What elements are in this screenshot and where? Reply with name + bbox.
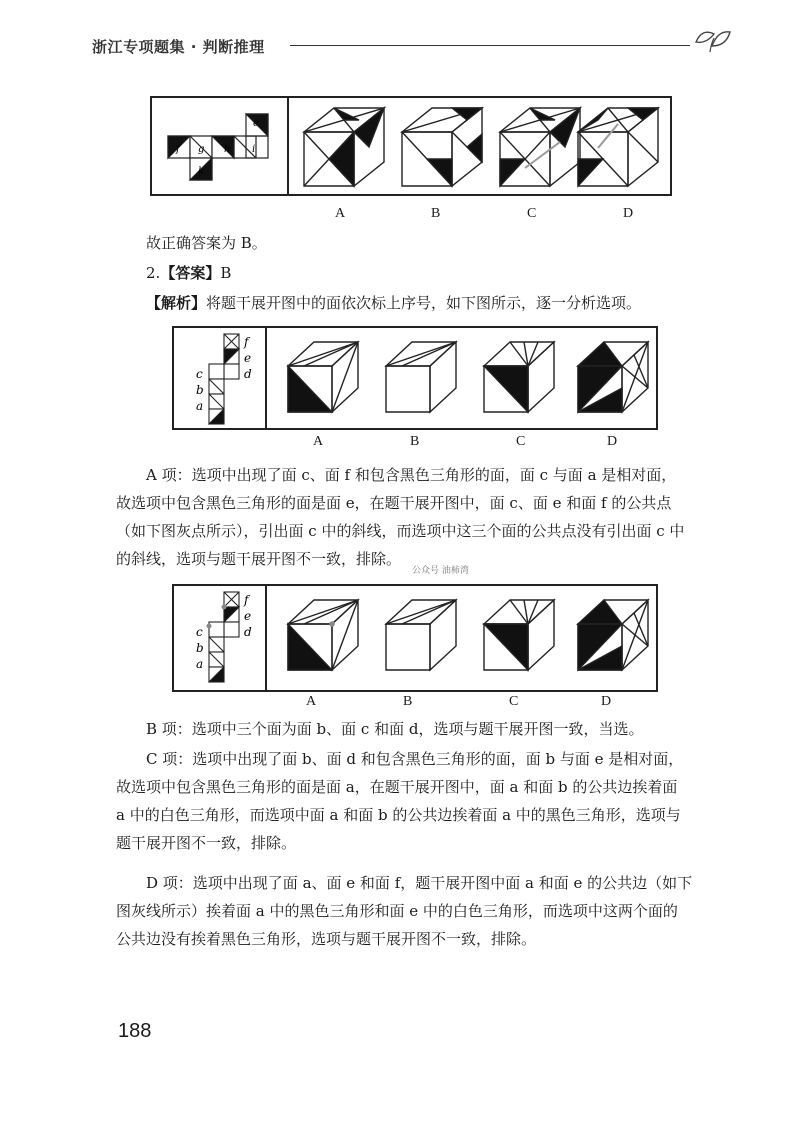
figure-3-cube-d — [578, 600, 648, 670]
a-item-line-4: 的斜线，选项与题干展开图不一致，排除。 — [116, 550, 402, 568]
fig2-option-d: D — [607, 434, 618, 449]
net-label-f: f — [176, 144, 180, 155]
figure-1-cube-d — [578, 108, 658, 186]
figure-1-cube-a — [304, 108, 384, 186]
fig2-option-a: A — [313, 434, 324, 449]
fig3-net-label-d: d — [244, 625, 252, 639]
fig2-net-label-d: d — [244, 367, 252, 381]
figure-1-frame — [150, 96, 672, 196]
a-item-line-1: A 项：选项中出现了面 c、面 f 和包含黑色三角形的面，面 c 与面 a 是相对面， — [146, 466, 677, 484]
figure-2-net — [209, 334, 239, 424]
fig1-option-a: A — [335, 206, 346, 221]
net-label-h: h — [224, 144, 231, 155]
net-label-i: i — [252, 144, 256, 155]
q2-answer-line — [146, 262, 231, 283]
c-item-line-3: a 中的白色三角形，而选项中面 a 和面 b 的公共边挨着面 a 中的黑色三角形，选项与 — [116, 806, 681, 824]
net-label-k: k — [198, 166, 205, 177]
fig3-option-b: B — [403, 694, 413, 709]
figure-2-frame — [172, 326, 658, 430]
figure-3-cube-c — [484, 600, 554, 670]
fig1-option-b: B — [431, 206, 441, 221]
fig3-net-label-e: e — [244, 609, 252, 623]
q2-analysis: 将题干展开图中的面依次标上序号，如下图所示，逐一分析选项。 — [206, 294, 642, 312]
figure-2-cube-c — [484, 342, 554, 412]
fig2-net-label-a: a — [196, 399, 204, 413]
figure-3-cube-b — [386, 600, 456, 670]
a-item-line-3: （如下图灰点所示），引出面 c 中的斜线，而选项中这三个面的公共点没有引出面 c 中 — [116, 522, 685, 540]
q2-analysis-tag: 【解析】 — [146, 294, 207, 312]
handwritten-note: 公众号 油柿湾 — [412, 566, 469, 576]
figure-3-net — [207, 592, 240, 682]
b-item-line: B 项：选项中三个面为面 b、面 c 和面 d，选项与题干展开图一致，当选。 — [146, 720, 644, 738]
fig3-option-a: A — [306, 694, 317, 709]
figure-2-cube-d — [578, 342, 648, 412]
a-item-line-2: 故选项中包含黑色三角形的面是面 e，在题干展开图中，面 c、面 e 和面 f 的公共点 — [116, 494, 672, 512]
fig1-option-d: D — [623, 206, 634, 221]
d-item-line-2: 图灰线所示）挨着面 a 中的黑色三角形和面 e 中的白色三角形，而选项中这两个面的 — [116, 902, 678, 920]
c-item-line-2: 故选项中包含黑色三角形的面是面 a，在题干展开图中，面 a 和面 b 的公共边挨着面 — [116, 778, 678, 796]
figure-3-frame — [172, 584, 658, 692]
c-item-line-1: C 项：选项中出现了面 b、面 d 和包含黑色三角形的面，面 b 与面 e 是相对面， — [146, 750, 684, 768]
fig3-option-d: D — [601, 694, 612, 709]
net-label-e: e — [253, 118, 259, 129]
fig2-option-c: C — [516, 434, 526, 449]
q2-analysis-line — [146, 292, 641, 313]
fig2-net-label-b: b — [196, 383, 204, 397]
running-header-title: 浙江专项题集 · 判断推理 — [92, 38, 265, 56]
fig2-net-label-e: e — [244, 351, 252, 365]
fig3-option-c: C — [509, 694, 519, 709]
q2-answer: B — [220, 264, 232, 282]
conclusion-line: 故正确答案为 B。 — [146, 234, 267, 252]
figure-2-cube-a — [288, 342, 358, 412]
fig3-net-label-b: b — [196, 641, 204, 655]
fig2-net-label-c: c — [196, 367, 203, 381]
q2-answer-tag: 【答案】 — [160, 264, 221, 282]
d-item-line-3: 公共边没有挨着黑色三角形，选项与题干展开图不一致，排除。 — [116, 930, 537, 948]
fig1-option-c: C — [527, 206, 537, 221]
fig3-net-label-f: f — [244, 593, 249, 607]
figure-2-cube-b — [386, 342, 456, 412]
fig3-net-label-a: a — [196, 657, 204, 671]
net-label-g: g — [198, 144, 205, 155]
leaf-ornament-icon — [692, 24, 732, 54]
figure-1-cube-c — [500, 108, 580, 186]
page-number: 188 — [118, 1020, 152, 1042]
figure-3-cube-a — [288, 600, 358, 670]
figure-1-cube-b — [402, 108, 482, 186]
fig2-option-b: B — [410, 434, 420, 449]
q2-number: 2. — [146, 264, 161, 282]
d-item-line-1: D 项：选项中出现了面 a、面 e 和面 f，题干展开图中面 a 和面 e 的公共边（如下 — [146, 874, 693, 892]
fig2-net-label-f: f — [244, 335, 249, 349]
fig3-net-label-c: c — [196, 625, 203, 639]
header-rule — [290, 45, 690, 46]
c-item-line-4: 题干展开图不一致，排除。 — [116, 834, 297, 852]
